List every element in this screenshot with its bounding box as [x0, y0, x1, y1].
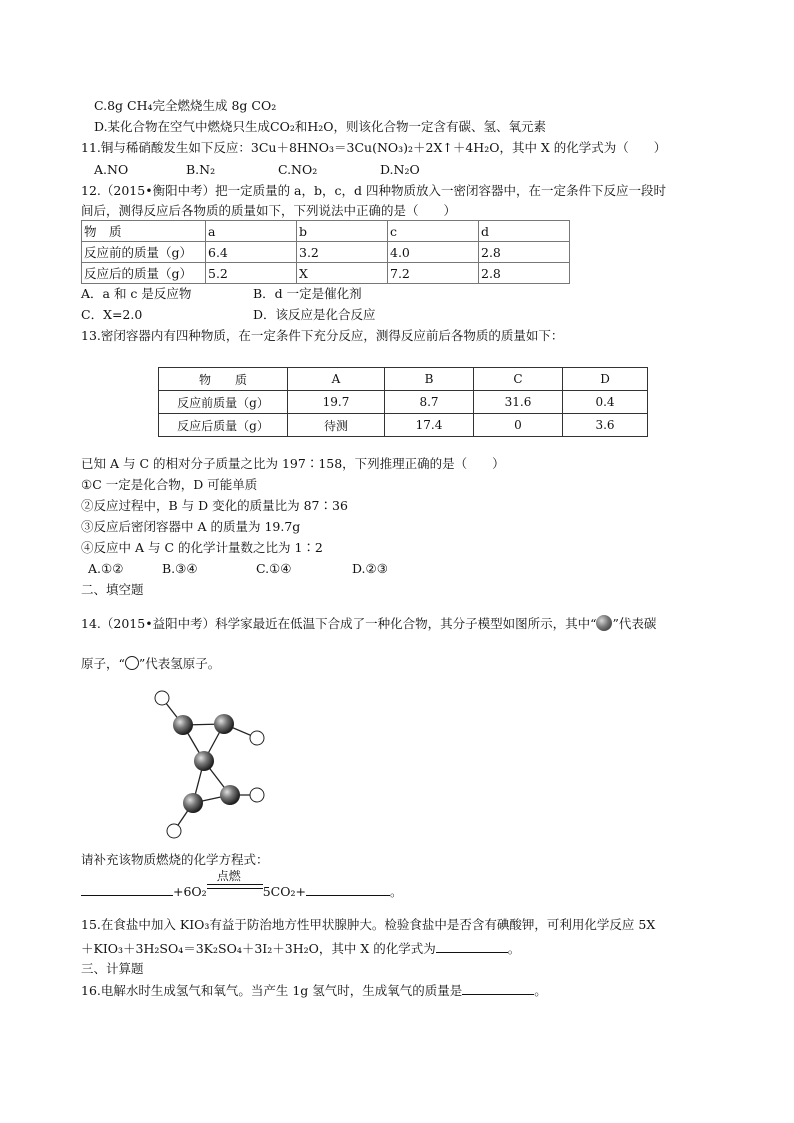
answer-blank[interactable] [81, 883, 173, 896]
q14-stem-line2 [81, 656, 220, 672]
table-cell: 17.4 [385, 414, 474, 437]
q15-text: 。 [507, 941, 521, 956]
molecule-model-diagram [150, 685, 280, 845]
table-cell: 反应前的质量（g） [82, 242, 206, 263]
table-row [82, 221, 570, 242]
table-cell: 0 [474, 414, 563, 437]
table-cell: 2.8 [479, 242, 570, 263]
table-cell: 反应前质量（g） [159, 391, 288, 414]
table-cell: 3.2 [297, 242, 388, 263]
q11-option-b: B.N₂ [185, 162, 216, 177]
q14-prompt: 请补充该物质燃烧的化学方程式： [81, 852, 269, 867]
q13-statement-3: ③反应后密闭容器中 A 的质量为 19.7g [81, 519, 301, 534]
table-cell: 0.4 [563, 391, 648, 414]
q11-option-a: A.NO [94, 162, 129, 177]
table-cell: D [563, 368, 648, 391]
table-cell: 5.2 [206, 263, 297, 284]
q11-options [94, 162, 420, 178]
answer-blank[interactable] [462, 982, 534, 995]
section-heading-fill-in: 二、填空题 [81, 582, 144, 597]
q11-option-c: C.NO₂ [277, 162, 318, 177]
table-cell: A [288, 368, 385, 391]
carbon-atom-icon [173, 715, 193, 735]
q12-table [81, 220, 570, 284]
answer-blank[interactable] [436, 940, 508, 953]
table-row [159, 391, 648, 414]
q12-option-b: B．d 一定是催化剂 [252, 286, 362, 301]
table-cell: 19.7 [288, 391, 385, 414]
table-cell: 6.4 [206, 242, 297, 263]
q13-table [158, 367, 648, 437]
carbon-atoms [173, 714, 240, 813]
hydrogen-atom-icon [250, 788, 264, 802]
q13-option-c: C.①④ [255, 561, 292, 576]
q16-line [81, 982, 547, 999]
answer-blank[interactable] [306, 883, 390, 896]
equals-line [207, 888, 263, 889]
q16-text: 。 [534, 983, 547, 998]
q11-stem: 11.铜与稀硝酸发生如下反应：3Cu＋8HNO₃＝3Cu(NO₃)₂＋2X↑＋4H₂O，其中 X 的化学式为（ ） [81, 140, 667, 155]
hydrogen-atom-icon [125, 656, 139, 670]
q13-statement-2: ②反应过程中，B 与 D 变化的质量比为 87∶36 [81, 498, 348, 513]
q12-stem-line1: 12.（2015•衡阳中考）把一定质量的 a，b，c，d 四种物质放入一密闭容器中，在一定条件下反应一段时 [81, 183, 666, 198]
table-cell: 物 质 [82, 221, 206, 242]
table-row [82, 242, 570, 263]
table-cell: 物 质 [159, 368, 288, 391]
table-cell: c [388, 221, 479, 242]
hydrogen-atom-icon [155, 691, 169, 705]
reaction-condition: 点燃 [216, 869, 241, 883]
table-cell: B [385, 368, 474, 391]
q15-text: ＋KIO₃＋3H₂SO₄＝3K₂SO₄＋3I₂＋3H₂O，其中 X 的化学式为 [81, 941, 436, 956]
reaction-condition-arrow [207, 869, 263, 896]
q14-stem-text: ”代表氢原子。 [138, 656, 221, 671]
q12-option-d: D．该反应是化合反应 [252, 307, 376, 322]
q13-given: 已知 A 与 C 的相对分子质量之比为 197∶158，下列推理正确的是（ ） [81, 456, 505, 471]
equation-text: 5CO₂+ [262, 884, 306, 899]
table-cell: b [297, 221, 388, 242]
q13-statement-1: ①C 一定是化合物，D 可能单质 [81, 477, 258, 492]
carbon-atom-icon [214, 714, 234, 734]
carbon-atom-icon [194, 751, 214, 771]
table-cell: 7.2 [388, 263, 479, 284]
table-row [159, 368, 648, 391]
table-cell: 待测 [288, 414, 385, 437]
q13-option-a: A.①② [88, 561, 124, 576]
carbon-atom-icon [596, 615, 612, 631]
q14-stem-text: 原子，“ [81, 656, 125, 671]
q12-options-row2 [81, 307, 376, 323]
table-cell: 8.7 [385, 391, 474, 414]
q13-stem: 13.密闭容器内有四种物质，在一定条件下充分反应，测得反应前后各物质的质量如下： [81, 328, 564, 343]
q15-line1: 15.在食盐中加入 KIO₃有益于防治地方性甲状腺肿大。检验食盐中是否含有碘酸钾，可利用化学反应 5X [81, 917, 656, 932]
table-cell: 2.8 [479, 263, 570, 284]
equation-text: 。 [389, 884, 403, 899]
q12-options-row1 [81, 286, 362, 302]
q14-stem-text: ”代表碳 [612, 616, 657, 631]
table-cell: 4.0 [388, 242, 479, 263]
q13-options [88, 561, 388, 577]
table-cell: 反应后的质量（g） [82, 263, 206, 284]
section-heading-calculation: 三、计算题 [81, 961, 144, 976]
table-row [159, 414, 648, 437]
table-cell: X [297, 263, 388, 284]
q11-option-d: D.N₂O [379, 162, 420, 177]
q13-option-b: B.③④ [161, 561, 198, 576]
table-row [82, 263, 570, 284]
equals-line [207, 884, 263, 885]
hydrogen-atom-icon [250, 731, 264, 745]
q15-line2 [81, 940, 520, 957]
q10-option-c: C.8g CH₄完全燃烧生成 8g CO₂ [94, 98, 277, 113]
table-cell: 31.6 [474, 391, 563, 414]
equation-text: +6O₂ [173, 884, 207, 899]
q14-stem-line1 [81, 615, 656, 632]
q13-statement-4: ④反应中 A 与 C 的化学计量数之比为 1∶2 [81, 540, 323, 555]
q12-stem-line2: 间后，测得反应后各物质的质量如下，下列说法中正确的是（ ） [81, 203, 457, 218]
table-cell: d [479, 221, 570, 242]
carbon-atom-icon [183, 793, 203, 813]
q14-stem-text: 14.（2015•益阳中考）科学家最近在低温下合成了一种化合物，其分子模型如图所示，其中“ [81, 616, 597, 631]
carbon-atom-icon [220, 785, 240, 805]
q12-option-c: C．X=2.0 [81, 307, 143, 322]
q12-option-a: A．a 和 c 是反应物 [81, 286, 192, 301]
q10-option-d: D.某化合物在空气中燃烧只生成CO₂和H₂O，则该化合物一定含有碳、氢、氧元素 [94, 119, 547, 134]
table-cell: C [474, 368, 563, 391]
q16-text: 16.电解水时生成氢气和氧气。当产生 1g 氢气时，生成氧气的质量是 [81, 983, 463, 998]
q14-equation [81, 869, 403, 900]
table-cell: 3.6 [563, 414, 648, 437]
hydrogen-atom-icon [167, 824, 181, 838]
table-cell: 反应后质量（g） [159, 414, 288, 437]
table-cell: a [206, 221, 297, 242]
q13-option-d: D.②③ [351, 561, 388, 576]
